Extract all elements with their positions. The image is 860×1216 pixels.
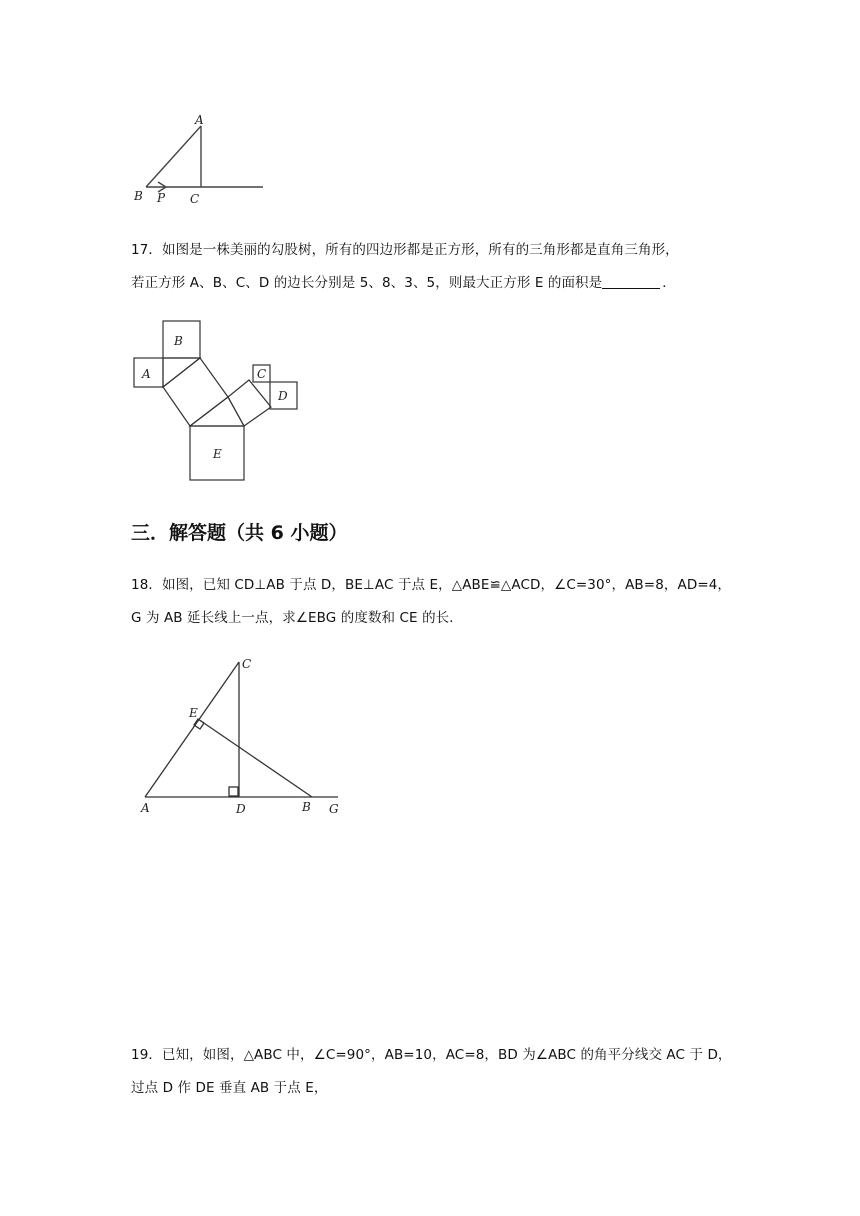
q17-line-1: 17．如图是一株美丽的勾股树，所有的四边形都是正方形，所有的三角形都是直角三角形， bbox=[131, 242, 679, 258]
label-B: B bbox=[174, 334, 183, 348]
label-G: G bbox=[329, 802, 339, 816]
label-C: C bbox=[242, 657, 252, 671]
answer-blank[interactable] bbox=[602, 274, 660, 289]
q17-line-2-end: ． bbox=[662, 275, 676, 291]
q19-line-1: 19．已知，如图，△ABC 中，∠C=90°，AB=10，AC=8，BD 为∠ABC 的角平分线交 AC 于 D， bbox=[131, 1047, 732, 1063]
label-E: E bbox=[213, 447, 222, 461]
square-right-middle bbox=[228, 380, 271, 426]
label-A: A bbox=[142, 367, 151, 381]
q19-line-2: 过点 D 作 DE 垂直 AB 于点 E， bbox=[131, 1080, 328, 1096]
label-A: A bbox=[195, 113, 204, 127]
label-C: C bbox=[190, 192, 200, 206]
q18-line-1: 18．如图，已知 CD⊥AB 于点 D，BE⊥AC 于点 E，△ABE≌△ACD，∠C=30°，AB=8，AD=4， bbox=[131, 577, 732, 593]
label-B: B bbox=[302, 800, 311, 814]
label-B: B bbox=[134, 189, 143, 203]
figure-17-pythagoras-tree bbox=[128, 316, 308, 488]
q17-line-2 bbox=[131, 273, 676, 293]
figure-18-triangle bbox=[128, 650, 358, 820]
label-A: A bbox=[141, 801, 150, 815]
q18-line-2: G 为 AB 延长线上一点，求∠EBG 的度数和 CE 的长． bbox=[131, 610, 463, 626]
figure-16-triangle bbox=[128, 110, 273, 210]
label-E: E bbox=[189, 706, 198, 720]
label-C: C bbox=[257, 367, 267, 381]
label-D: D bbox=[278, 389, 288, 403]
label-P: P bbox=[157, 191, 166, 205]
q17-line-2-text: 若正方形 A、B、C、D 的边长分别是 5、8、3、5，则最大正方形 E 的面积是 bbox=[131, 275, 603, 291]
section-title: 三．解答题（共 6 小题） bbox=[131, 522, 348, 544]
label-D: D bbox=[236, 802, 246, 816]
square-left-middle bbox=[163, 358, 228, 426]
